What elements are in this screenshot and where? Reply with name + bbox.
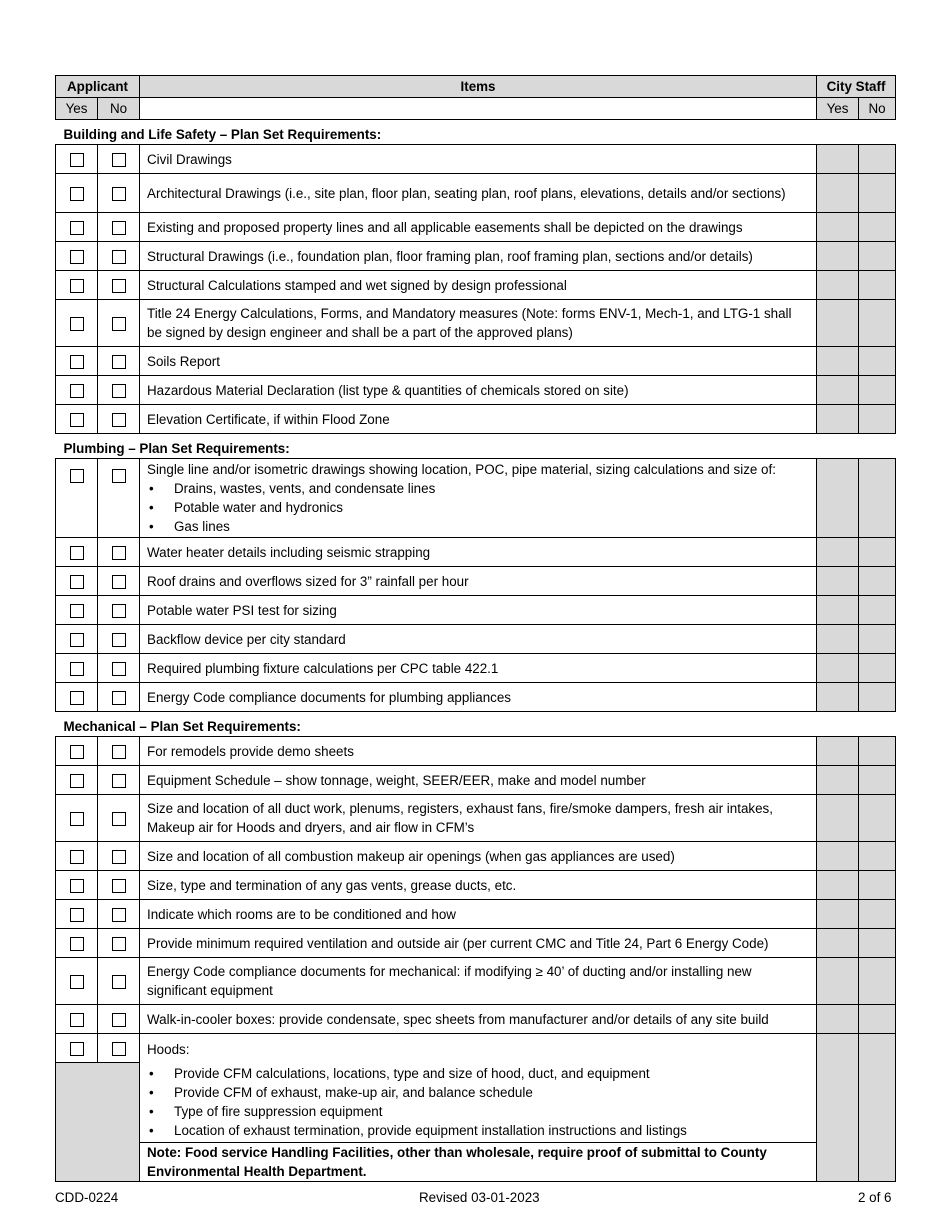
applicant-no-checkbox-cell [98, 300, 140, 347]
applicant-yes-checkbox[interactable] [70, 975, 84, 989]
staff-no-cell[interactable] [859, 842, 896, 871]
applicant-no-checkbox-cell [98, 596, 140, 625]
staff-no-cell[interactable] [859, 538, 896, 567]
staff-yes-header: Yes [817, 98, 859, 120]
applicant-no-checkbox-cell [98, 871, 140, 900]
staff-no-cell[interactable] [859, 376, 896, 405]
applicant-no-checkbox[interactable] [112, 850, 126, 864]
applicant-no-checkbox[interactable] [112, 153, 126, 167]
staff-no-cell[interactable] [859, 459, 896, 538]
applicant-header: Applicant [56, 76, 140, 98]
applicant-no-header: No [98, 98, 140, 120]
item-text: Architectural Drawings (i.e., site plan, floor plan, seating plan, roof plans, elevations, details and/or sections) [140, 174, 817, 213]
checklist-row [56, 737, 896, 766]
applicant-no-checkbox[interactable] [112, 879, 126, 893]
staff-yes-cell[interactable] [817, 625, 859, 654]
item-text: For remodels provide demo sheets [140, 737, 817, 766]
applicant-yes-checkbox-cell [56, 871, 98, 900]
staff-yes-cell[interactable] [817, 871, 859, 900]
applicant-yes-checkbox-cell [56, 1034, 98, 1063]
applicant-yes-checkbox[interactable] [70, 937, 84, 951]
checklist-row [56, 795, 896, 842]
staff-yes-cell[interactable] [817, 766, 859, 795]
staff-yes-cell[interactable] [817, 567, 859, 596]
applicant-no-checkbox[interactable] [112, 250, 126, 264]
applicant-no-checkbox[interactable] [112, 662, 126, 676]
staff-yes-cell[interactable] [817, 271, 859, 300]
staff-yes-cell[interactable] [817, 347, 859, 376]
applicant-no-checkbox[interactable] [112, 1013, 126, 1027]
bullet-item: • Provide CFM calculations, locations, type and size of hood, duct, and equipment [147, 1064, 810, 1083]
checklist-row [56, 654, 896, 683]
staff-yes-cell[interactable] [817, 737, 859, 766]
staff-no-cell[interactable] [859, 625, 896, 654]
checklist-row [56, 766, 896, 795]
hoods-bullets-wrap [140, 1064, 816, 1140]
item-text: Size and location of all duct work, plenums, registers, exhaust fans, fire/smoke dampers, fresh air intakes, Makeup air for Hoods and dryers, and air flow in CFM’s [140, 795, 817, 842]
applicant-yes-checkbox-cell [56, 271, 98, 300]
applicant-no-checkbox-cell [98, 271, 140, 300]
section-title-mechanical: Mechanical – Plan Set Requirements: [56, 712, 896, 737]
staff-no-cell[interactable] [859, 766, 896, 795]
staff-yes-cell[interactable] [817, 958, 859, 1005]
applicant-yes-checkbox-cell [56, 459, 98, 538]
staff-yes-cell[interactable] [817, 795, 859, 842]
applicant-no-checkbox-cell [98, 900, 140, 929]
applicant-no-checkbox[interactable] [112, 317, 126, 331]
item-text: Structural Drawings (i.e., foundation plan, floor framing plan, roof framing plan, sections and/or details) [140, 242, 817, 271]
applicant-yes-checkbox-cell [56, 405, 98, 434]
applicant-no-checkbox[interactable] [112, 413, 126, 427]
header-row [56, 76, 896, 98]
item-text: Structural Calculations stamped and wet signed by design professional [140, 271, 817, 300]
applicant-no-checkbox[interactable] [112, 187, 126, 201]
staff-no-cell[interactable] [859, 300, 896, 347]
staff-no-header: No [859, 98, 896, 120]
staff-no-cell[interactable] [859, 795, 896, 842]
checklist-row [56, 347, 896, 376]
applicant-yes-checkbox[interactable] [70, 1013, 84, 1027]
applicant-yes-checkbox-cell [56, 795, 98, 842]
checklist-row [56, 625, 896, 654]
applicant-no-checkbox[interactable] [112, 279, 126, 293]
checklist-sheet [55, 75, 895, 1182]
item-text: Backflow device per city standard [140, 625, 817, 654]
applicant-yes-checkbox-cell [56, 538, 98, 567]
staff-no-cell[interactable] [859, 271, 896, 300]
bullet-item: • Type of fire suppression equipment [147, 1102, 810, 1121]
applicant-no-checkbox[interactable] [112, 774, 126, 788]
checklist-row [56, 174, 896, 213]
applicant-yes-checkbox-cell [56, 300, 98, 347]
applicant-no-checkbox[interactable] [112, 633, 126, 647]
applicant-yes-checkbox-cell [56, 737, 98, 766]
applicant-yes-checkbox[interactable] [70, 221, 84, 235]
item-text: Walk-in-cooler boxes: provide condensate, spec sheets from manufacturer and/or details of any site build [140, 1005, 817, 1034]
applicant-no-checkbox-cell [98, 405, 140, 434]
item-text: Single line and/or isometric drawings showing location, POC, pipe material, sizing calculations and size of: [147, 462, 776, 477]
staff-no-cell[interactable] [859, 958, 896, 1005]
applicant-yes-checkbox[interactable] [70, 662, 84, 676]
applicant-yes-checkbox-cell [56, 654, 98, 683]
checklist-row [56, 929, 896, 958]
checklist-row [56, 842, 896, 871]
staff-yes-cell[interactable] [817, 242, 859, 271]
applicant-no-checkbox-cell [98, 683, 140, 712]
applicant-no-checkbox[interactable] [112, 975, 126, 989]
staff-yes-cell[interactable] [817, 683, 859, 712]
item-text: Equipment Schedule – show tonnage, weight, SEER/EER, make and model number [140, 766, 817, 795]
applicant-yes-checkbox[interactable] [70, 633, 84, 647]
applicant-yes-checkbox[interactable] [70, 469, 84, 483]
applicant-yes-checkbox[interactable] [70, 250, 84, 264]
staff-no-cell[interactable] [859, 1005, 896, 1034]
applicant-no-checkbox-cell [98, 958, 140, 1005]
item-text: Roof drains and overflows sized for 3” rainfall per hour [140, 567, 817, 596]
hoods-note-row [56, 1143, 896, 1182]
item-text: Energy Code compliance documents for mechanical: if modifying ≥ 40’ of ducting and/or installing new significant equipment [140, 958, 817, 1005]
item-text: Provide minimum required ventilation and outside air (per current CMC and Title 24, Part 6 Energy Code) [140, 929, 817, 958]
item-text: Title 24 Energy Calculations, Forms, and Mandatory measures (Note: forms ENV-1, Mech-1, and LTG-1 shall be signed by design engineer and shall be a part of the approved plans) [140, 300, 817, 347]
applicant-yes-checkbox-cell [56, 376, 98, 405]
page-number: 2 of 6 [858, 1190, 892, 1205]
applicant-yes-checkbox-cell [56, 683, 98, 712]
city-staff-header: City Staff [817, 76, 896, 98]
applicant-yes-checkbox-cell [56, 213, 98, 242]
checklist-row [56, 683, 896, 712]
section-row-building [56, 120, 896, 145]
applicant-no-checkbox[interactable] [112, 604, 126, 618]
staff-no-cell[interactable] [859, 1034, 896, 1182]
hoods-row [56, 1034, 896, 1063]
applicant-no-checkbox[interactable] [112, 546, 126, 560]
section-row-plumbing [56, 434, 896, 459]
section-title-plumbing: Plumbing – Plan Set Requirements: [56, 434, 896, 459]
applicant-no-checkbox[interactable] [112, 745, 126, 759]
bullet-item: • Provide CFM of exhaust, make-up air, and balance schedule [147, 1083, 810, 1102]
staff-yes-cell[interactable] [817, 842, 859, 871]
applicant-no-checkbox-cell [98, 1034, 140, 1063]
applicant-no-checkbox[interactable] [112, 384, 126, 398]
applicant-no-checkbox-cell [98, 347, 140, 376]
item-text: Hazardous Material Declaration (list type & quantities of chemicals stored on site) [140, 376, 817, 405]
applicant-no-checkbox[interactable] [112, 355, 126, 369]
applicant-no-checkbox-cell [98, 567, 140, 596]
applicant-yes-checkbox[interactable] [70, 774, 84, 788]
applicant-yes-checkbox-cell [56, 242, 98, 271]
staff-no-cell[interactable] [859, 347, 896, 376]
applicant-no-checkbox-cell [98, 737, 140, 766]
item-text: Civil Drawings [140, 145, 817, 174]
item-text: Size and location of all combustion makeup air openings (when gas appliances are used) [140, 842, 817, 871]
staff-yes-cell[interactable] [817, 300, 859, 347]
bullet-item: • Drains, wastes, vents, and condensate lines [147, 479, 810, 498]
item-text-with-bullets [140, 459, 817, 538]
plumbing-bullet-list [147, 479, 810, 536]
applicant-no-checkbox-cell [98, 174, 140, 213]
bullet-item: • Gas lines [147, 517, 810, 536]
applicant-yes-checkbox-cell [56, 929, 98, 958]
staff-yes-cell[interactable] [817, 654, 859, 683]
staff-no-cell[interactable] [859, 174, 896, 213]
staff-no-cell[interactable] [859, 405, 896, 434]
checklist-row [56, 958, 896, 1005]
checklist-row [56, 596, 896, 625]
staff-yes-cell[interactable] [817, 1005, 859, 1034]
applicant-no-checkbox-cell [98, 795, 140, 842]
checklist-row [56, 242, 896, 271]
checklist-row [56, 567, 896, 596]
applicant-yes-checkbox-cell [56, 174, 98, 213]
staff-no-cell[interactable] [859, 900, 896, 929]
applicant-yes-checkbox-cell [56, 766, 98, 795]
applicant-no-checkbox[interactable] [112, 221, 126, 235]
applicant-yes-checkbox-cell [56, 347, 98, 376]
bullet-item: • Potable water and hydronics [147, 498, 810, 517]
applicant-no-checkbox-cell [98, 213, 140, 242]
checklist-row [56, 405, 896, 434]
applicant-no-checkbox[interactable] [112, 937, 126, 951]
applicant-yes-checkbox[interactable] [70, 812, 84, 826]
checklist-row [56, 459, 896, 538]
hoods-title: Hoods: [147, 1042, 190, 1057]
staff-yes-cell[interactable] [817, 1034, 859, 1182]
staff-yes-cell[interactable] [817, 596, 859, 625]
applicant-yes-header: Yes [56, 98, 98, 120]
staff-no-cell[interactable] [859, 871, 896, 900]
staff-no-cell[interactable] [859, 145, 896, 174]
applicant-no-checkbox[interactable] [112, 1042, 126, 1056]
applicant-no-checkbox-cell [98, 842, 140, 871]
staff-yes-cell[interactable] [817, 929, 859, 958]
applicant-yes-checkbox[interactable] [70, 691, 84, 705]
applicant-yes-checkbox-cell [56, 145, 98, 174]
applicant-yes-checkbox[interactable] [70, 413, 84, 427]
applicant-yes-checkbox[interactable] [70, 604, 84, 618]
applicant-no-checkbox[interactable] [112, 575, 126, 589]
staff-no-cell[interactable] [859, 654, 896, 683]
applicant-yes-checkbox[interactable] [70, 879, 84, 893]
applicant-no-checkbox-cell [98, 459, 140, 538]
bullet-item: • Location of exhaust termination, provide equipment installation instructions and listings [147, 1121, 810, 1140]
items-header: Items [140, 76, 817, 98]
applicant-yes-checkbox[interactable] [70, 745, 84, 759]
hoods-note: Note: Food service Handling Facilities, other than wholesale, require proof of submittal to County Environmental Health Department. [140, 1143, 817, 1182]
checklist-row [56, 145, 896, 174]
checklist-row [56, 871, 896, 900]
applicant-yes-checkbox-cell [56, 900, 98, 929]
applicant-yes-checkbox-cell [56, 596, 98, 625]
applicant-yes-checkbox[interactable] [70, 355, 84, 369]
item-text: Indicate which rooms are to be conditioned and how [140, 900, 817, 929]
applicant-yes-checkbox[interactable] [70, 384, 84, 398]
section-title-building: Building and Life Safety – Plan Set Requirements: [56, 120, 896, 145]
item-text: Size, type and termination of any gas vents, grease ducts, etc. [140, 871, 817, 900]
applicant-no-checkbox-cell [98, 376, 140, 405]
item-text: Potable water PSI test for sizing [140, 596, 817, 625]
item-text: Required plumbing fixture calculations per CPC table 422.1 [140, 654, 817, 683]
items-subheader-blank [140, 98, 817, 120]
staff-no-cell[interactable] [859, 242, 896, 271]
item-text: Elevation Certificate, if within Flood Zone [140, 405, 817, 434]
applicant-yes-checkbox-cell [56, 842, 98, 871]
applicant-yes-checkbox[interactable] [70, 850, 84, 864]
applicant-no-checkbox-cell [98, 145, 140, 174]
staff-yes-cell[interactable] [817, 213, 859, 242]
applicant-no-checkbox-cell [98, 242, 140, 271]
hoods-bullet-list [147, 1064, 810, 1140]
applicant-shaded-cell [56, 1063, 140, 1182]
checklist-row [56, 213, 896, 242]
applicant-yes-checkbox-cell [56, 1005, 98, 1034]
applicant-yes-checkbox[interactable] [70, 317, 84, 331]
form-code: CDD-0224 [55, 1190, 119, 1205]
staff-no-cell[interactable] [859, 737, 896, 766]
staff-yes-cell[interactable] [817, 405, 859, 434]
staff-no-cell[interactable] [859, 929, 896, 958]
revised-date: Revised 03-01-2023 [419, 1190, 540, 1205]
staff-yes-cell[interactable] [817, 459, 859, 538]
item-text: Water heater details including seismic strapping [140, 538, 817, 567]
checklist-row [56, 271, 896, 300]
applicant-no-checkbox[interactable] [112, 691, 126, 705]
applicant-no-checkbox-cell [98, 654, 140, 683]
checklist-row [56, 1005, 896, 1034]
staff-no-cell[interactable] [859, 683, 896, 712]
staff-yes-cell[interactable] [817, 145, 859, 174]
checklist-row [56, 300, 896, 347]
applicant-no-checkbox-cell [98, 929, 140, 958]
applicant-yes-checkbox[interactable] [70, 153, 84, 167]
item-text: Existing and proposed property lines and all applicable easements shall be depicted on the drawings [140, 213, 817, 242]
applicant-yes-checkbox[interactable] [70, 908, 84, 922]
staff-no-cell[interactable] [859, 213, 896, 242]
staff-no-cell[interactable] [859, 567, 896, 596]
applicant-no-checkbox[interactable] [112, 469, 126, 483]
applicant-no-checkbox-cell [98, 625, 140, 654]
checklist-row [56, 538, 896, 567]
checklist-row [56, 900, 896, 929]
applicant-yes-checkbox[interactable] [70, 546, 84, 560]
applicant-yes-checkbox[interactable] [70, 575, 84, 589]
applicant-yes-checkbox[interactable] [70, 1042, 84, 1056]
applicant-yes-checkbox-cell [56, 625, 98, 654]
applicant-no-checkbox-cell [98, 538, 140, 567]
section-row-mechanical [56, 712, 896, 737]
staff-yes-cell[interactable] [817, 174, 859, 213]
applicant-yes-checkbox-cell [56, 567, 98, 596]
checklist-table [55, 75, 896, 1182]
subheader-row [56, 98, 896, 120]
staff-yes-cell[interactable] [817, 376, 859, 405]
applicant-yes-checkbox-cell [56, 958, 98, 1005]
item-text: Soils Report [140, 347, 817, 376]
checklist-row [56, 376, 896, 405]
applicant-no-checkbox[interactable] [112, 812, 126, 826]
staff-yes-cell[interactable] [817, 538, 859, 567]
applicant-yes-checkbox[interactable] [70, 187, 84, 201]
staff-no-cell[interactable] [859, 596, 896, 625]
applicant-no-checkbox-cell [98, 1005, 140, 1034]
item-text: Energy Code compliance documents for plumbing appliances [140, 683, 817, 712]
staff-yes-cell[interactable] [817, 900, 859, 929]
applicant-no-checkbox-cell [98, 766, 140, 795]
hoods-item [140, 1034, 817, 1143]
applicant-yes-checkbox[interactable] [70, 279, 84, 293]
applicant-no-checkbox[interactable] [112, 908, 126, 922]
